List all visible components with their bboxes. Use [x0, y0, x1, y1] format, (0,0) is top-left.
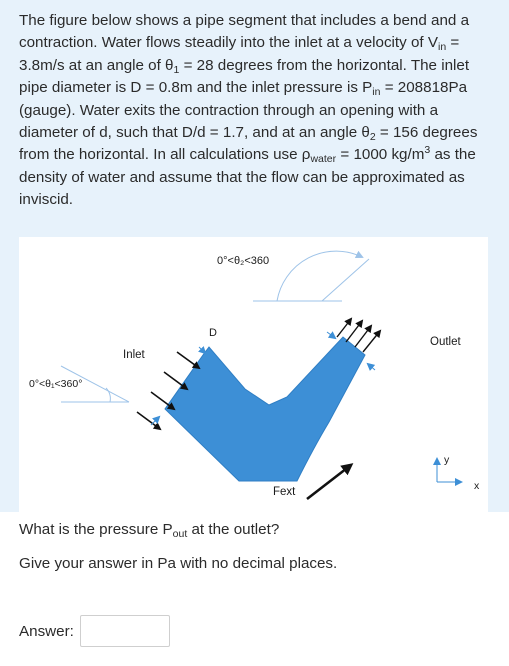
pipe-diagram [19, 237, 488, 512]
pin-subscript: in [372, 86, 381, 99]
inlet-arrow-4 [137, 412, 160, 429]
inlet-diameter-label: D [209, 327, 217, 339]
problem-text-6: = 1000 kg/m [336, 146, 425, 164]
question-block [19, 519, 489, 587]
question-text-2: at the outlet? [187, 521, 280, 538]
outlet-arrow-3 [355, 326, 371, 347]
outlet-diameter-arrow-top [327, 332, 335, 338]
m3-superscript: 3 [424, 144, 431, 157]
fext-arrow [307, 465, 351, 499]
problem-statement [19, 10, 489, 212]
outlet-arrow-1 [337, 319, 351, 337]
problem-text-1: The figure below shows a pipe segment that includes a bend and a contraction. Water flows steadily into the inlet at a velocity of V [19, 12, 470, 52]
diameter-arrow-top [199, 347, 205, 353]
problem-text-5: = 156 degrees from the horizontal. In all calculations use ρ [19, 124, 478, 164]
vin-subscript: in [437, 41, 447, 54]
problem-text-4: = 208818Pa (gauge). Water exits the contraction through an opening with a diameter of d, such that D/d = 1.7, and at an angle θ [19, 79, 468, 142]
theta2-subscript: 2 [369, 131, 376, 144]
theta2-range-label: 0°<θ₂<360 [217, 255, 270, 267]
pipe-figure [19, 237, 488, 512]
theta2-ray [322, 259, 369, 301]
theta1-range-label: 0°<θ₁<360° [29, 378, 83, 390]
diameter-arrow-bottom [151, 417, 159, 425]
fext-label: Fext [273, 486, 296, 498]
question-text-1: What is the pressure P [19, 521, 173, 538]
theta1-subscript: 1 [173, 63, 180, 76]
answer-input[interactable] [80, 615, 170, 647]
outlet-arrow-2 [346, 321, 362, 342]
outlet-diameter-arrow-bottom [368, 364, 375, 370]
answer-row [19, 612, 170, 650]
outlet-label: Outlet [430, 336, 461, 348]
answer-label: Answer: [19, 622, 74, 640]
inlet-label: Inlet [123, 349, 145, 361]
pout-subscript: out [172, 528, 188, 540]
question-instruction: Give your answer in Pa with no decimal places. [19, 555, 338, 572]
problem-text-3: = 28 degrees from the horizontal. The inlet pipe diameter is D = 0.8m and the inlet pressure is P [19, 56, 470, 97]
inlet-arrow-2 [164, 372, 187, 389]
problem-text-2: = 3.8m/s at an angle of θ [19, 34, 460, 74]
rho-subscript: water [310, 153, 337, 166]
question-prompt [19, 519, 489, 541]
inlet-arrow-1 [177, 352, 199, 368]
y-axis-label: y [444, 454, 450, 466]
x-axis-label: x [474, 480, 480, 492]
pipe-body [165, 337, 365, 481]
problem-text-7: as the density of water and assume that the flow can be approximated as inviscid. [19, 146, 476, 209]
